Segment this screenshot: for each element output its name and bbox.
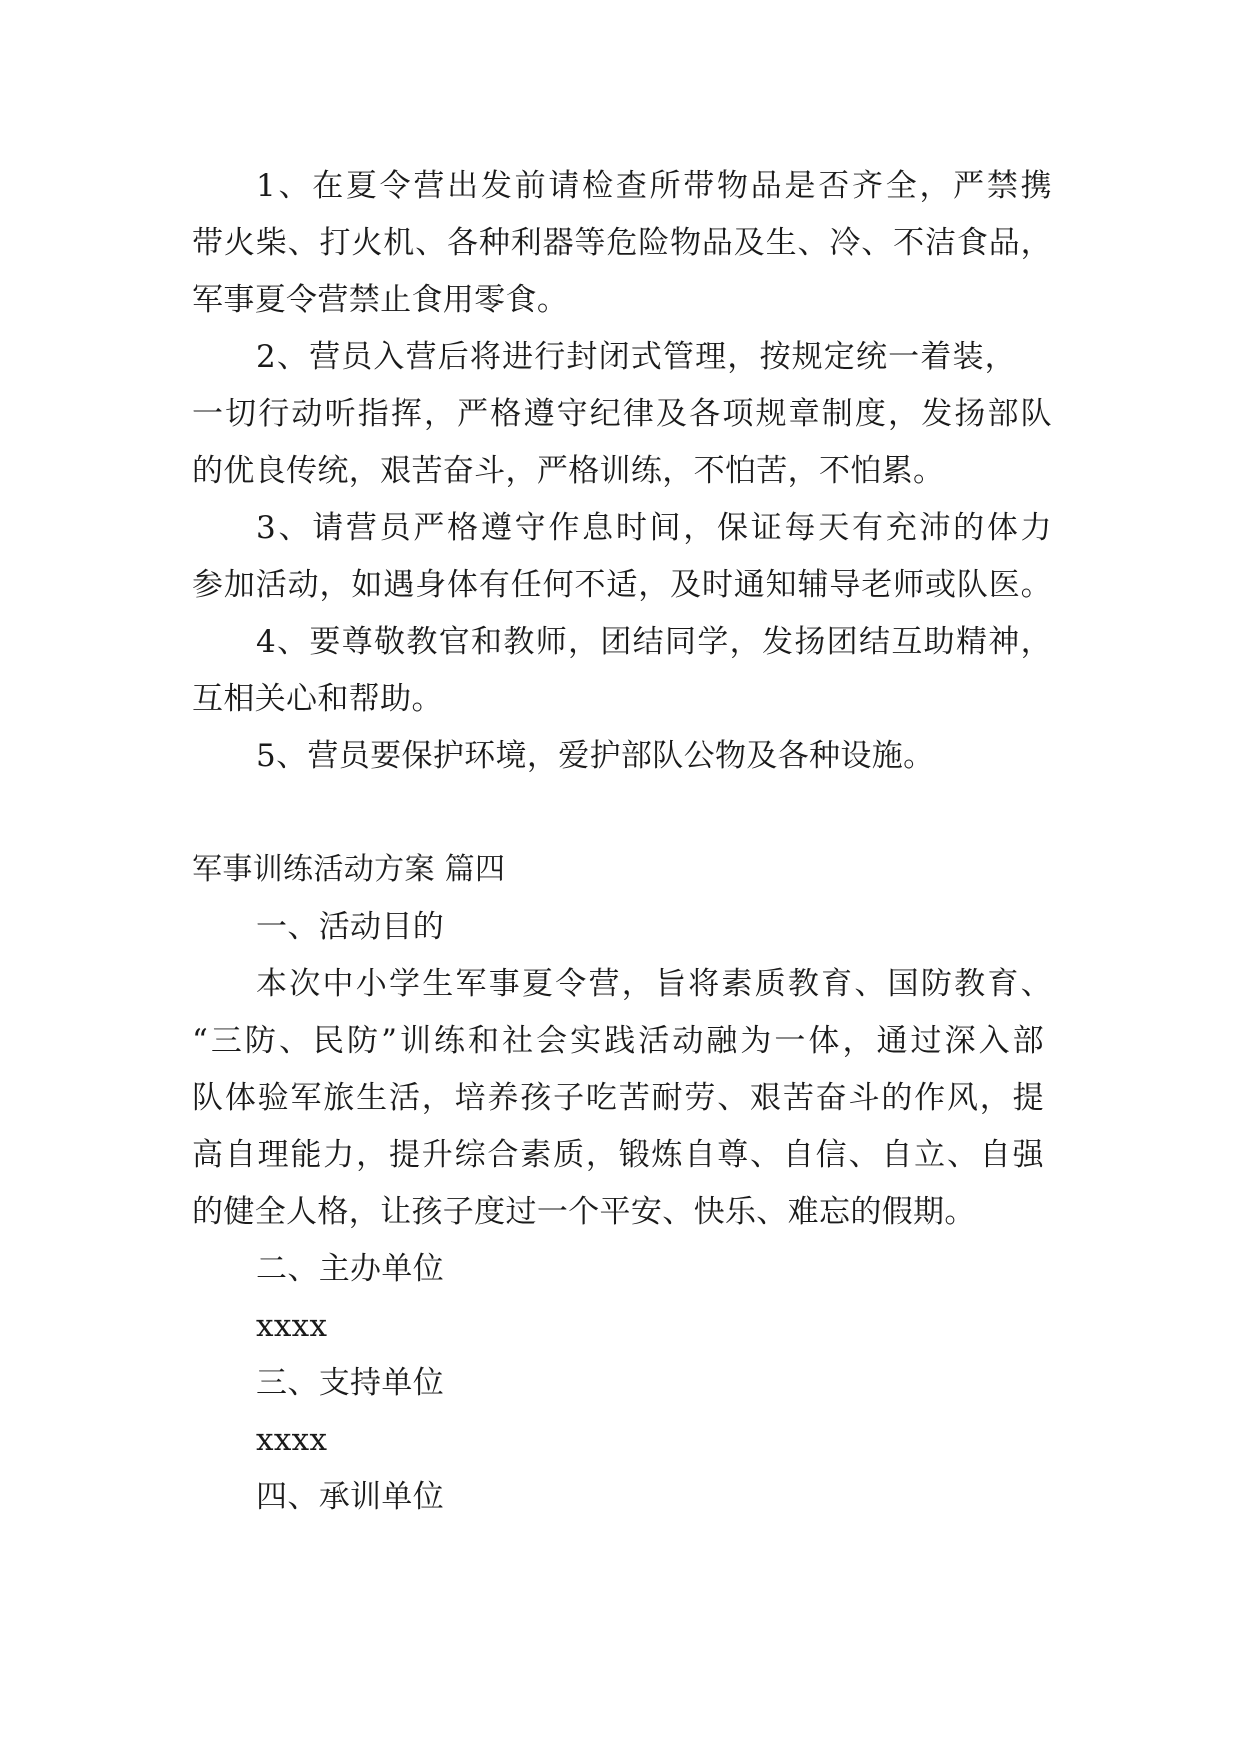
organizer-heading: 二、主办单位 — [256, 1251, 445, 1287]
rule-5-line-1: 5、营员要保护环境，爱护部队公物及各种设施。 — [256, 738, 935, 774]
rule-4-line-1: 4、要尊敬教官和教师，团结同学，发扬团结互助精神， — [256, 624, 1052, 660]
purpose-line-4: 高自理能力，提升综合素质，锻炼自尊、自信、自立、自强 — [192, 1137, 1044, 1173]
rule-2-line-3: 的优良传统，艰苦奋斗，严格训练，不怕苦，不怕累。 — [192, 453, 945, 489]
organizer-value: xxxx — [256, 1308, 328, 1344]
purpose-heading: 一、活动目的 — [256, 909, 445, 945]
purpose-line-2: “三防、民防”训练和社会实践活动融为一体，通过深入部 — [192, 1023, 1044, 1059]
rule-2-line-1: 2、营员入营后将进行封闭式管理，按规定统一着装， — [256, 339, 1016, 375]
purpose-line-1: 本次中小学生军事夏令营，旨将素质教育、国防教育、 — [256, 966, 1052, 1002]
supporter-value: xxxx — [256, 1422, 328, 1458]
purpose-line-3: 队体验军旅生活，培养孩子吃苦耐劳、艰苦奋斗的作风，提 — [192, 1080, 1044, 1116]
rule-4-line-2: 互相关心和帮助。 — [192, 681, 443, 717]
supporter-heading: 三、支持单位 — [256, 1365, 445, 1401]
rule-1-line-1: 1、在夏令营出发前请检查所带物品是否齐全，严禁携 — [256, 168, 1052, 204]
rule-2-line-2: 一切行动听指挥，严格遵守纪律及各项规章制度，发扬部队 — [192, 396, 1052, 432]
rule-3-line-1: 3、请营员严格遵守作息时间，保证每天有充沛的体力 — [256, 510, 1052, 546]
section-title: 军事训练活动方案 篇四 — [192, 852, 506, 887]
trainer-heading: 四、承训单位 — [256, 1479, 445, 1515]
rule-3-line-2: 参加活动，如遇身体有任何不适，及时通知辅导老师或队医。 — [192, 567, 1052, 603]
purpose-line-5: 的健全人格，让孩子度过一个平安、快乐、难忘的假期。 — [192, 1194, 976, 1230]
rule-1-line-3: 军事夏令营禁止食用零食。 — [192, 282, 569, 318]
rule-1-line-2: 带火柴、打火机、各种利器等危险物品及生、冷、不洁食品， — [192, 225, 1052, 261]
